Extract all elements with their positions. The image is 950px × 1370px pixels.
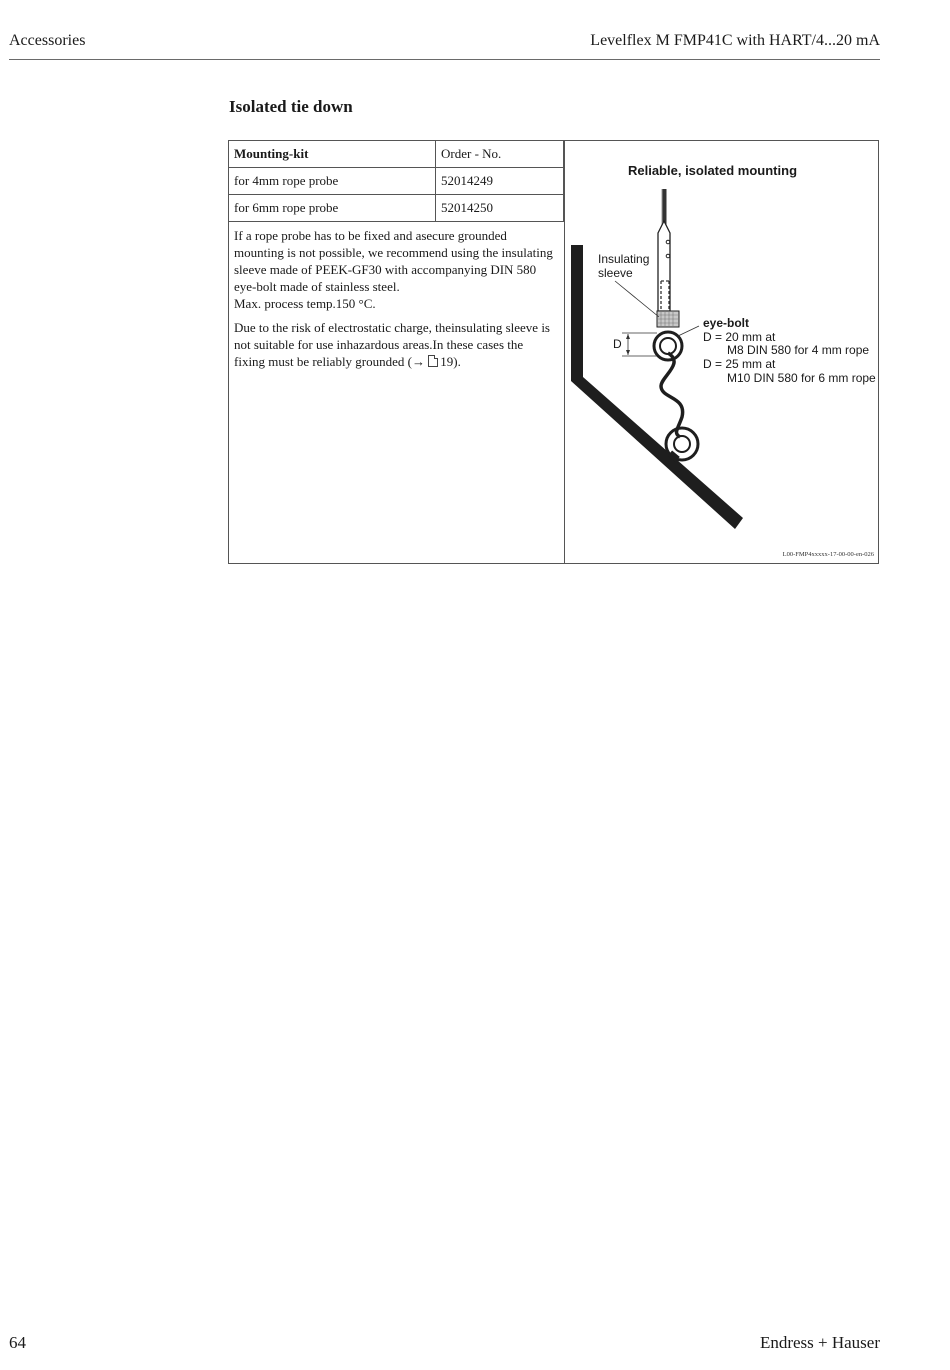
figure-title: Reliable, isolated mounting <box>627 163 798 178</box>
hook-chain <box>661 353 683 437</box>
page-reference: 19 <box>440 354 454 369</box>
eyebolt-spec: D = 20 mm at <box>703 330 776 344</box>
section-title: Isolated tie down <box>229 97 353 116</box>
table-cell-order-no: 52014250 <box>436 195 564 222</box>
tank-wall <box>571 245 743 529</box>
table-header-row <box>229 141 564 168</box>
table-row <box>229 195 564 222</box>
table-cell-item: for 4mm rope probe <box>229 168 436 195</box>
probe-weight <box>658 221 670 311</box>
content-frame <box>228 140 879 564</box>
table-header-cell: Order - No. <box>436 141 564 168</box>
sleeve-label: Insulating sleeve <box>598 252 650 280</box>
footer-brand: Endress + Hauser <box>759 1333 880 1352</box>
table-cell-item: for 6mm rope probe <box>229 195 436 222</box>
eyebolt-label: eye-bolt <box>703 316 750 330</box>
description-paragraph: If a rope probe has to be fixed and asecure grounded mounting is not possible, we recommend using the insulating sleeve made of PEEK-GF30 with accompanying DIN 580 eye-bolt made of stainless steel. Max. process temp.150 °C. <box>234 228 553 311</box>
page-number: 64 <box>9 1333 26 1352</box>
header-product: Levelflex M FMP41C with HART/4...20 mA <box>590 32 880 49</box>
eyebolt-spec: M10 DIN 580 for 6 mm rope <box>727 371 876 385</box>
dimension-label: D <box>613 337 622 351</box>
table-header-cell: Mounting-kit <box>229 141 436 168</box>
eyebolt-leader <box>678 326 699 336</box>
description <box>234 227 559 377</box>
sleeve-leader <box>615 281 659 317</box>
table-cell-order-no: 52014249 <box>436 168 564 195</box>
mounting-figure <box>565 141 878 563</box>
page-icon <box>428 355 438 367</box>
figure-code: L00-FMP4xxxxx-17-00-00-en-026 <box>782 551 874 558</box>
mounting-kit-table <box>229 141 564 222</box>
table-row <box>229 168 564 195</box>
header-rule <box>9 59 880 60</box>
eye-bolt-upper <box>654 332 682 360</box>
description-paragraph: Due to the risk of electrostatic charge, theinsulating sleeve is not suitable for use inhazardous areas.In these cases the fixing must be reliably grounded (→ 19). <box>234 320 550 369</box>
eyebolt-spec: D = 25 mm at <box>703 357 776 371</box>
header-section: Accessories <box>9 32 86 49</box>
eyebolt-spec: M8 DIN 580 for 4 mm rope <box>727 343 870 357</box>
